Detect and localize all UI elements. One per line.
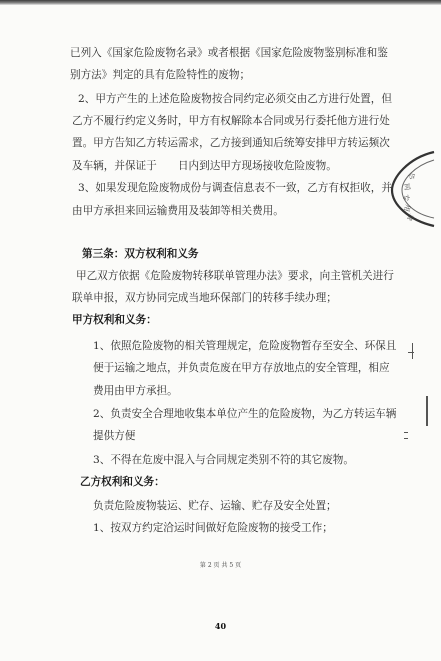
scan-mark: [426, 396, 428, 426]
text-line: 联单申报，双方协同完成当地环保部门的转移手续办理；: [72, 292, 337, 304]
section-heading: 第三条：双方权利和义务: [82, 248, 199, 260]
svg-text:用: 用: [401, 203, 412, 213]
svg-text:章: 章: [404, 211, 416, 223]
text-line: 别方法》判定的具有危险特性的废物；: [70, 69, 251, 81]
scan-mark: [404, 438, 408, 439]
subheading-party-b: 乙方权利和义务：: [80, 476, 165, 488]
subheading-party-a: 甲方权利和义务：: [72, 314, 157, 326]
text-line: 2、负责安全合理地收集本单位产生的危险废物，为乙方转运车辆: [93, 408, 397, 420]
contract-seal: [378, 148, 438, 228]
text-line: 由甲方承担来回运输费用及装卸等相关费用。: [72, 205, 284, 217]
text-line: 费用由甲方承担。: [93, 385, 178, 397]
text-line: 已列入《国家危险废物名录》或者根据《国家危险废物鉴别标准和鉴: [70, 47, 388, 59]
text-line: 1、按双方约定洽运时间做好危险废物的接受工作；: [93, 522, 333, 534]
text-line: 乙方不履行约定义务时，甲方有权解除本合同或另行委托他方进行处: [72, 115, 390, 127]
text-line: 便于运输之地点，并负责危废在甲方存放地点的安全管理，相应: [93, 362, 390, 374]
text-line: 1、依照危险废物的相关管理规定，危险废物暂存至安全、环保且: [93, 340, 397, 352]
scan-mark: [408, 352, 414, 353]
scan-mark: [412, 343, 413, 359]
text-line: 甲乙双方依据《危险废物转移联单管理办法》要求，向主管机关进行: [76, 270, 394, 282]
page-footer: 第 2 页 共 5 页: [199, 562, 242, 569]
text-line: 置。甲方告知乙方转运需求，乙方接到通知后统筹安排甲方转运频次: [72, 137, 390, 149]
text-line: 2、甲方产生的上述危险废物按合同约定必须交由乙方进行处置，但: [78, 93, 392, 105]
text-line: 提供方便: [93, 430, 136, 442]
text-line: 3、如果发现危险废物成份与调查信息表不一致，乙方有权拒收，并: [78, 182, 392, 194]
scan-mark: [404, 432, 408, 433]
svg-text:专: 专: [401, 193, 410, 202]
svg-text:同: 同: [402, 182, 412, 192]
text-line: 3、不得在危废中混入与合同规定类别不符的其它废物。: [93, 454, 354, 466]
text-line: 及车辆，并保证于 日内到达甲方现场接收危险废物。: [72, 160, 337, 172]
svg-text:合: 合: [406, 171, 417, 182]
scan-top-edge: [0, 0, 441, 5]
page-number: 40: [214, 621, 227, 631]
text-line: 负责危险废物装运、贮存、运输、贮存及安全处置；: [93, 500, 337, 512]
